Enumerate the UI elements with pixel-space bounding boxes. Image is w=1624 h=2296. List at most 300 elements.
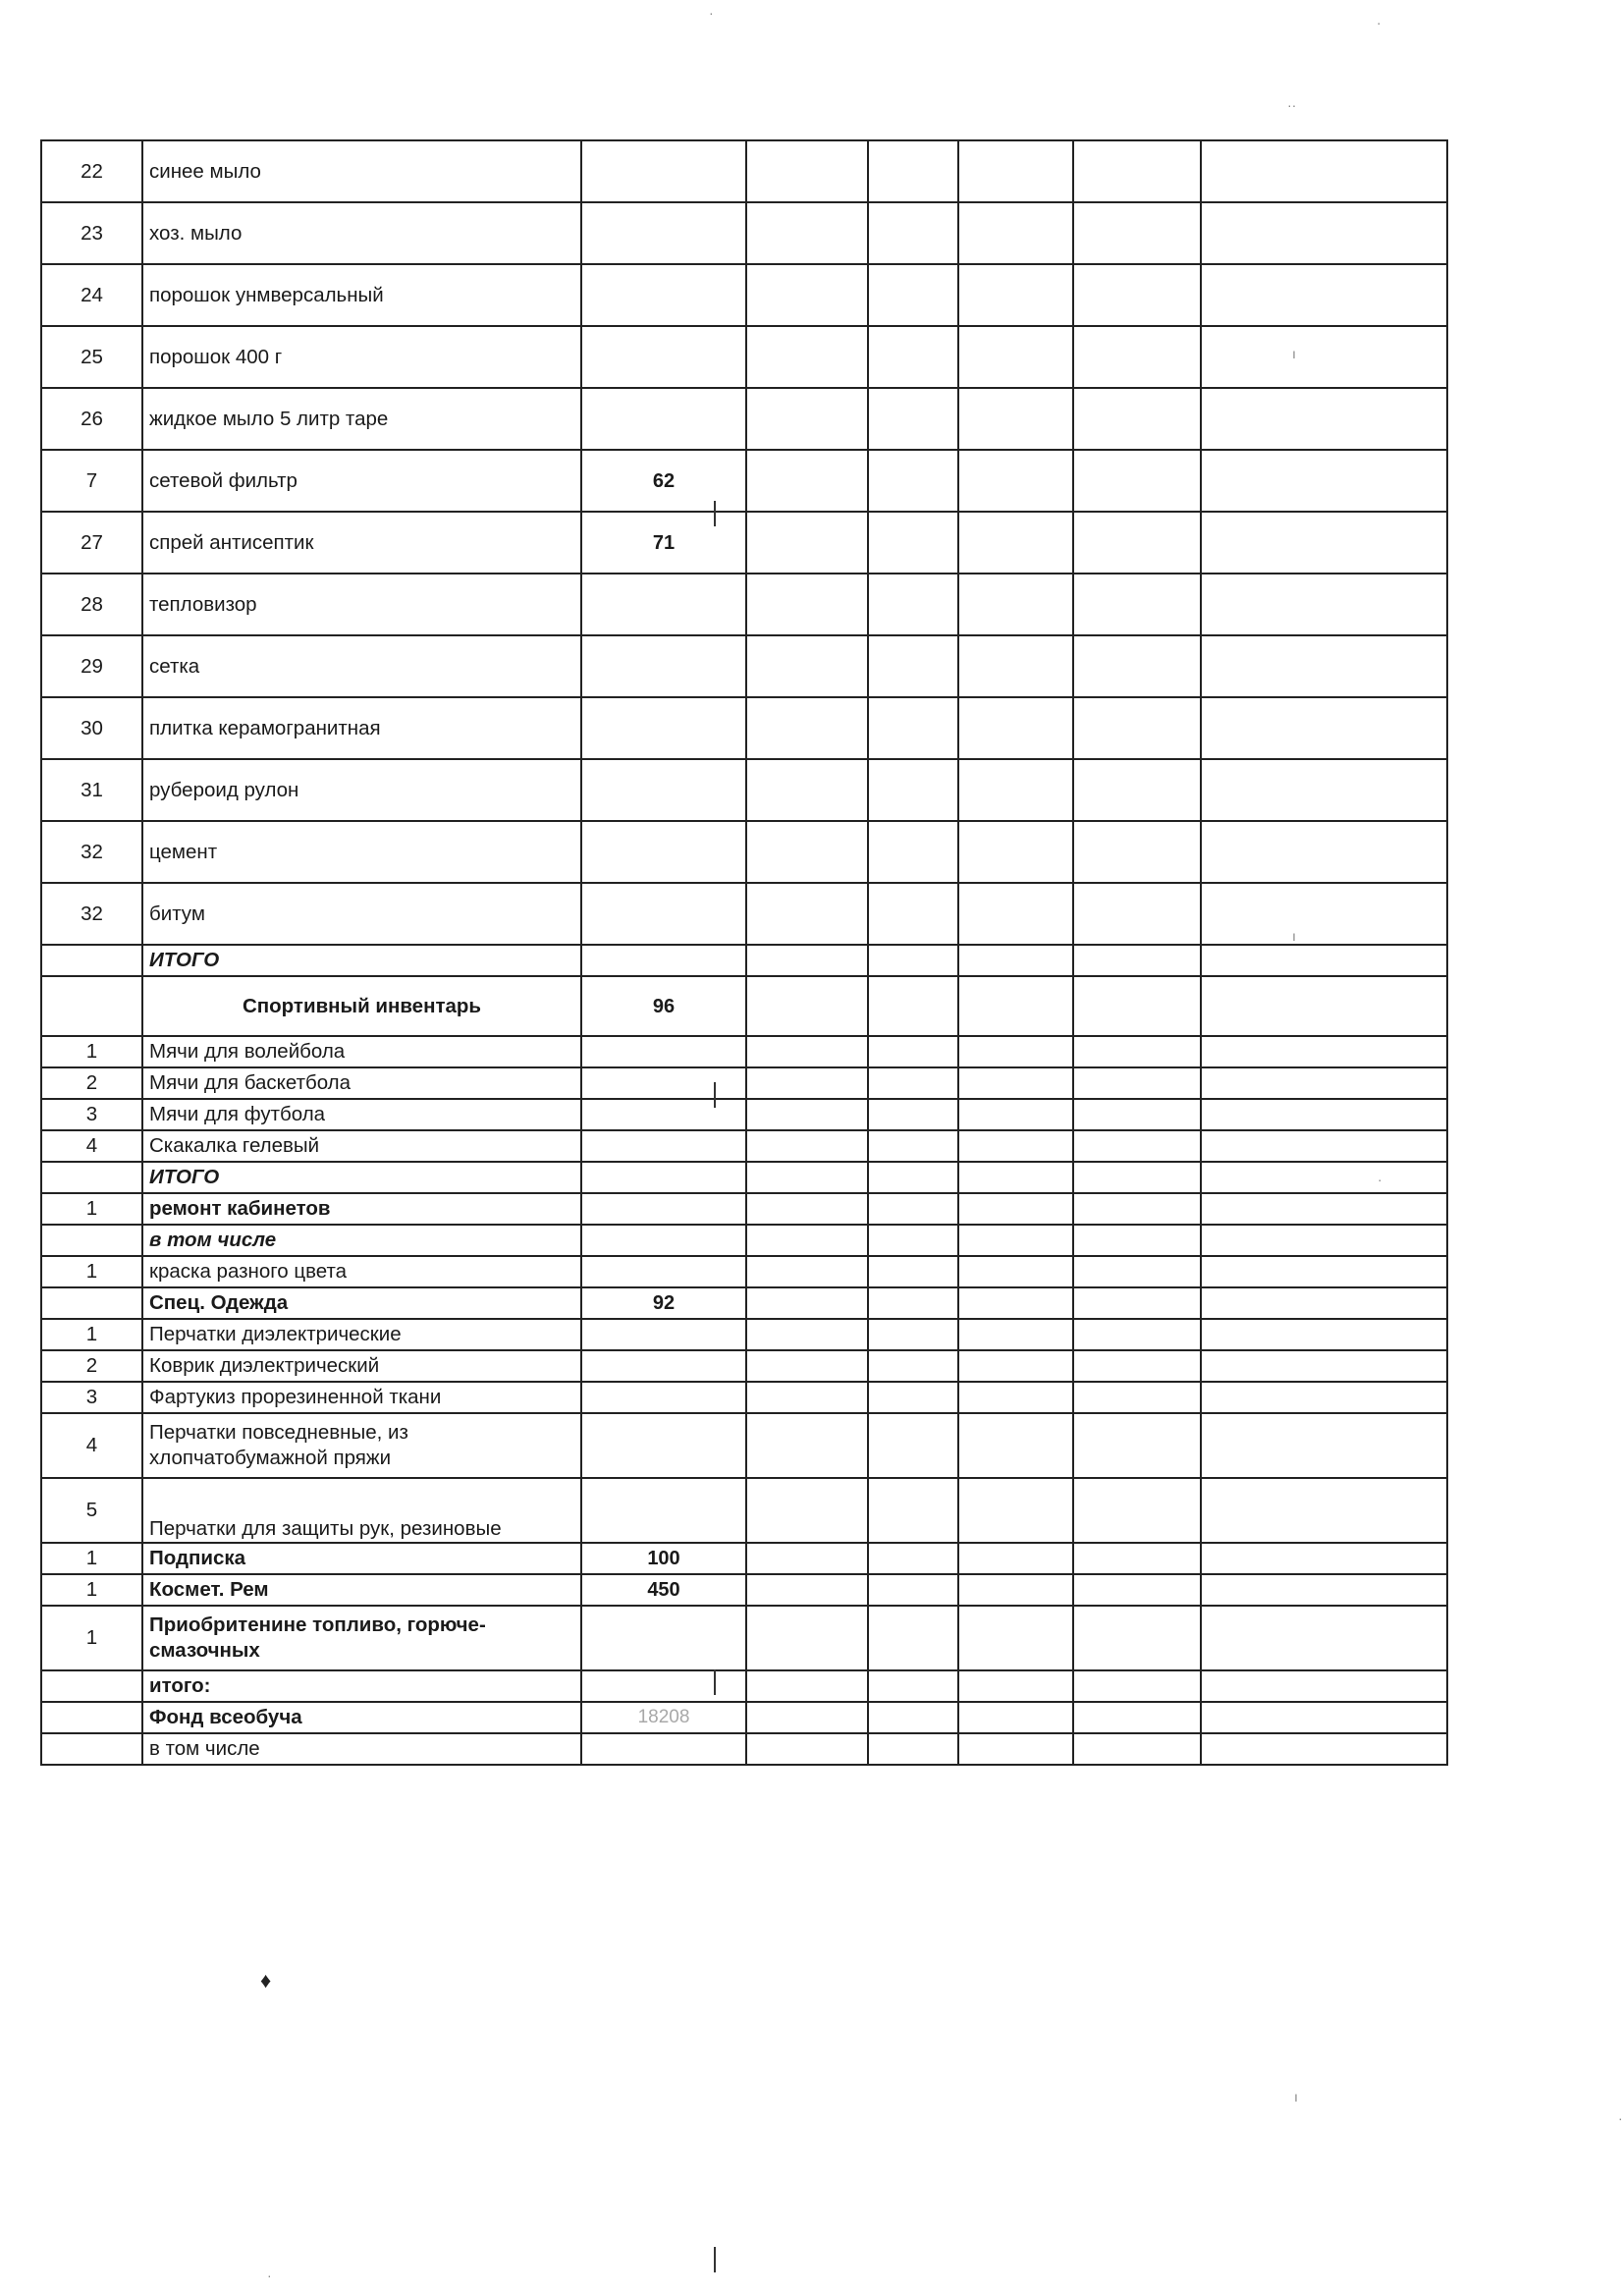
empty-cell [958,1382,1073,1413]
table-row [41,326,1447,388]
empty-cell [958,1350,1073,1382]
table-row [41,635,1447,697]
empty-cell [1073,1702,1201,1733]
quantity-cell [581,635,746,697]
empty-cell [746,1193,868,1225]
item-name: сетевой фильтр [142,450,581,512]
quantity-cell [581,1036,746,1067]
row-number: 30 [41,697,142,759]
empty-cell [1073,326,1201,388]
empty-cell [1073,883,1201,945]
empty-cell [868,821,958,883]
empty-cell [1073,450,1201,512]
empty-cell [1201,1478,1447,1543]
empty-cell [1073,1606,1201,1670]
quantity-cell [581,1606,746,1670]
row-number: 27 [41,512,142,574]
item-name: Спец. Одежда [142,1287,581,1319]
empty-cell [1201,697,1447,759]
empty-cell [1201,1256,1447,1287]
empty-cell [746,1162,868,1193]
scan-speck: ı [1292,928,1296,944]
empty-cell [746,1670,868,1702]
empty-cell [746,635,868,697]
empty-cell [746,1067,868,1099]
quantity-cell: 62 [581,450,746,512]
empty-cell [958,1099,1073,1130]
quantity-cell [581,1478,746,1543]
quantity-cell [581,1256,746,1287]
empty-cell [958,635,1073,697]
empty-cell [868,1702,958,1733]
empty-cell [868,759,958,821]
row-number: 25 [41,326,142,388]
empty-cell [1201,1099,1447,1130]
empty-cell [868,883,958,945]
empty-cell [1073,976,1201,1036]
empty-cell [958,1193,1073,1225]
empty-cell [746,1382,868,1413]
empty-cell [868,1256,958,1287]
row-number: 7 [41,450,142,512]
item-name: Мячи для волейбола [142,1036,581,1067]
item-name: Приобритенине топливо, горюче-смазочных [142,1606,581,1670]
item-name: Перчатки для защиты рук, резиновые [142,1478,581,1543]
empty-cell [868,1319,958,1350]
empty-cell [868,450,958,512]
empty-cell [1073,574,1201,635]
item-name: краска разного цвета [142,1256,581,1287]
table-row [41,1413,1447,1478]
quantity-cell [581,574,746,635]
empty-cell [1073,1193,1201,1225]
empty-cell [1073,697,1201,759]
empty-cell [1073,1162,1201,1193]
row-number: 32 [41,821,142,883]
empty-cell [1073,1067,1201,1099]
scan-speck: · [267,2268,272,2283]
quantity-cell [581,264,746,326]
empty-cell [1201,388,1447,450]
empty-cell [868,574,958,635]
empty-cell [1073,512,1201,574]
scan-speck: ı [1294,2089,1298,2105]
empty-cell [868,1067,958,1099]
empty-cell [958,1670,1073,1702]
item-name: хоз. мыло [142,202,581,264]
item-name: итого: [142,1670,581,1702]
table-row [41,1382,1447,1413]
scan-speck: ı [1292,346,1296,361]
table-row [41,976,1447,1036]
row-number [41,1670,142,1702]
item-name: Коврик диэлектрический [142,1350,581,1382]
empty-cell [958,1036,1073,1067]
empty-cell [746,1702,868,1733]
empty-cell [958,1543,1073,1574]
empty-cell [746,1099,868,1130]
empty-cell [1201,1287,1447,1319]
empty-cell [746,945,868,976]
empty-cell [868,326,958,388]
empty-cell [1073,202,1201,264]
empty-cell [746,1413,868,1478]
row-number: 5 [41,1478,142,1543]
table-row [41,140,1447,202]
empty-cell [958,759,1073,821]
empty-cell [746,883,868,945]
item-name: плитка керамогранитная [142,697,581,759]
empty-cell [868,697,958,759]
empty-cell [1073,1287,1201,1319]
empty-cell [1073,945,1201,976]
empty-cell [1201,326,1447,388]
item-name: Подписка [142,1543,581,1574]
empty-cell [868,1193,958,1225]
quantity-cell [581,1413,746,1478]
quantity-cell [581,1099,746,1130]
empty-cell [1201,976,1447,1036]
empty-cell [1073,388,1201,450]
quantity-cell: 92 [581,1287,746,1319]
empty-cell [746,821,868,883]
empty-cell [958,388,1073,450]
item-name: в том числе [142,1733,581,1765]
row-number: 26 [41,388,142,450]
table-row [41,388,1447,450]
row-number: 2 [41,1350,142,1382]
item-name: в том числе [142,1225,581,1256]
item-name: рубероид рулон [142,759,581,821]
empty-cell [1201,450,1447,512]
empty-cell [958,1478,1073,1543]
row-number: 24 [41,264,142,326]
row-number [41,1287,142,1319]
empty-cell [746,574,868,635]
row-number [41,1225,142,1256]
row-number: 1 [41,1193,142,1225]
empty-cell [1201,1670,1447,1702]
empty-cell [1201,945,1447,976]
table-row [41,1574,1447,1606]
scan-mark [714,2247,716,2272]
item-name: порошок унмверсальный [142,264,581,326]
empty-cell [746,1130,868,1162]
empty-cell [958,1256,1073,1287]
empty-cell [746,512,868,574]
empty-cell [1201,202,1447,264]
table-row [41,759,1447,821]
empty-cell [1073,264,1201,326]
empty-cell [746,388,868,450]
empty-cell [1201,1193,1447,1225]
table-row [41,450,1447,512]
quantity-cell [581,1130,746,1162]
empty-cell [868,1350,958,1382]
empty-cell [746,1350,868,1382]
empty-cell [868,1036,958,1067]
empty-cell [1073,759,1201,821]
empty-cell [1073,1382,1201,1413]
table-row [41,1099,1447,1130]
empty-cell [746,1287,868,1319]
table-row [41,821,1447,883]
item-name: ИТОГО [142,945,581,976]
empty-cell [1201,1225,1447,1256]
item-name: цемент [142,821,581,883]
scan-speck: · [1618,2110,1623,2126]
row-number: 3 [41,1382,142,1413]
empty-cell [746,1478,868,1543]
empty-cell [958,202,1073,264]
empty-cell [958,1287,1073,1319]
row-number [41,1733,142,1765]
empty-cell [868,1543,958,1574]
empty-cell [958,945,1073,976]
item-name: Перчатки диэлектрические [142,1319,581,1350]
item-name: Космет. Рем [142,1574,581,1606]
quantity-cell [581,1350,746,1382]
empty-cell [746,759,868,821]
scan-speck: ·· [1287,97,1297,113]
row-number: 32 [41,883,142,945]
empty-cell [1201,1067,1447,1099]
row-number: 1 [41,1574,142,1606]
scan-mark [714,501,716,526]
empty-cell [958,326,1073,388]
empty-cell [1201,1733,1447,1765]
row-number [41,945,142,976]
empty-cell [1201,1162,1447,1193]
item-name: ремонт кабинетов [142,1193,581,1225]
item-name: Фартукиз прорезиненной ткани [142,1382,581,1413]
empty-cell [1073,140,1201,202]
empty-cell [958,1413,1073,1478]
empty-cell [958,512,1073,574]
empty-cell [1201,1574,1447,1606]
empty-cell [746,1574,868,1606]
empty-cell [868,1733,958,1765]
scan-speck: ♦ [260,1968,272,1993]
quantity-cell [581,1193,746,1225]
table-row [41,1670,1447,1702]
empty-cell [958,697,1073,759]
empty-cell [868,1162,958,1193]
empty-cell [958,1319,1073,1350]
scan-speck: · [1377,15,1381,30]
row-number: 23 [41,202,142,264]
empty-cell [1201,1606,1447,1670]
empty-cell [1201,1130,1447,1162]
empty-cell [1201,1413,1447,1478]
item-name: сетка [142,635,581,697]
empty-cell [1201,821,1447,883]
empty-cell [868,1670,958,1702]
table-row [41,202,1447,264]
empty-cell [868,1287,958,1319]
item-name: Мячи для футбола [142,1099,581,1130]
empty-cell [868,1099,958,1130]
empty-cell [1073,1225,1201,1256]
empty-cell [1201,140,1447,202]
table-row [41,1193,1447,1225]
empty-cell [746,264,868,326]
empty-cell [868,635,958,697]
quantity-cell: 450 [581,1574,746,1606]
quantity-cell: 96 [581,976,746,1036]
item-name: Скакалка гелевый [142,1130,581,1162]
quantity-cell [581,945,746,976]
quantity-cell: 18208 [581,1702,746,1733]
table-row [41,1162,1447,1193]
empty-cell [1201,1702,1447,1733]
table-row [41,574,1447,635]
row-number: 1 [41,1036,142,1067]
table-row [41,1606,1447,1670]
empty-cell [868,1606,958,1670]
empty-cell [868,1130,958,1162]
empty-cell [746,1543,868,1574]
expense-table [40,139,1448,1766]
table-row [41,1036,1447,1067]
empty-cell [958,976,1073,1036]
empty-cell [1073,821,1201,883]
empty-cell [746,140,868,202]
empty-cell [1073,1350,1201,1382]
quantity-cell [581,821,746,883]
empty-cell [958,1067,1073,1099]
quantity-cell: 71 [581,512,746,574]
row-number: 1 [41,1319,142,1350]
empty-cell [1201,1382,1447,1413]
empty-cell [958,1574,1073,1606]
empty-cell [868,1478,958,1543]
row-number [41,1162,142,1193]
quantity-cell [581,1225,746,1256]
quantity-cell [581,1733,746,1765]
table-row [41,1256,1447,1287]
row-number: 22 [41,140,142,202]
table-row [41,1225,1447,1256]
empty-cell [1201,1543,1447,1574]
empty-cell [746,202,868,264]
item-name: жидкое мыло 5 литр таре [142,388,581,450]
empty-cell [1073,635,1201,697]
table-row [41,512,1447,574]
empty-cell [746,1319,868,1350]
scan-mark [714,1082,716,1108]
table-row [41,264,1447,326]
empty-cell [1073,1478,1201,1543]
empty-cell [958,883,1073,945]
empty-cell [1201,264,1447,326]
item-name: тепловизор [142,574,581,635]
item-name: Фонд всеобуча [142,1702,581,1733]
empty-cell [1073,1670,1201,1702]
item-name: спрей антисептик [142,512,581,574]
quantity-cell [581,1067,746,1099]
row-number: 31 [41,759,142,821]
empty-cell [958,1702,1073,1733]
table-row [41,1543,1447,1574]
empty-cell [868,1382,958,1413]
empty-cell [746,697,868,759]
table-row [41,883,1447,945]
scan-speck: · [1378,1172,1382,1187]
empty-cell [1073,1413,1201,1478]
quantity-cell [581,388,746,450]
table-row [41,1702,1447,1733]
table-row [41,1733,1447,1765]
empty-cell [746,1256,868,1287]
empty-cell [868,264,958,326]
empty-cell [958,1606,1073,1670]
quantity-cell [581,1319,746,1350]
row-number [41,1702,142,1733]
empty-cell [746,1036,868,1067]
table-row [41,945,1447,976]
quantity-cell [581,1670,746,1702]
table-row [41,1350,1447,1382]
empty-cell [746,976,868,1036]
scan-speck: · [709,5,714,21]
table-row [41,1287,1447,1319]
quantity-cell: 100 [581,1543,746,1574]
quantity-cell [581,883,746,945]
row-number: 28 [41,574,142,635]
empty-cell [868,388,958,450]
empty-cell [868,1574,958,1606]
empty-cell [746,1606,868,1670]
empty-cell [958,140,1073,202]
empty-cell [958,821,1073,883]
item-name: ИТОГО [142,1162,581,1193]
empty-cell [1073,1036,1201,1067]
row-number: 1 [41,1543,142,1574]
empty-cell [1201,1350,1447,1382]
empty-cell [868,976,958,1036]
empty-cell [746,326,868,388]
empty-cell [1073,1319,1201,1350]
empty-cell [868,1225,958,1256]
row-number: 1 [41,1256,142,1287]
empty-cell [958,450,1073,512]
quantity-cell [581,326,746,388]
quantity-cell [581,759,746,821]
row-number: 1 [41,1606,142,1670]
quantity-cell [581,1382,746,1413]
row-number: 2 [41,1067,142,1099]
quantity-cell [581,1162,746,1193]
empty-cell [1073,1099,1201,1130]
empty-cell [1201,512,1447,574]
empty-cell [1073,1543,1201,1574]
item-name: синее мыло [142,140,581,202]
empty-cell [1073,1130,1201,1162]
item-name: Перчатки повседневные, из хлопчатобумажной пряжи [142,1413,581,1478]
scan-mark [714,1669,716,1695]
empty-cell [868,512,958,574]
empty-cell [958,574,1073,635]
empty-cell [1073,1574,1201,1606]
empty-cell [1201,1036,1447,1067]
table-row [41,1067,1447,1099]
empty-cell [1201,759,1447,821]
empty-cell [1201,574,1447,635]
empty-cell [1201,1319,1447,1350]
empty-cell [958,1225,1073,1256]
empty-cell [746,1225,868,1256]
